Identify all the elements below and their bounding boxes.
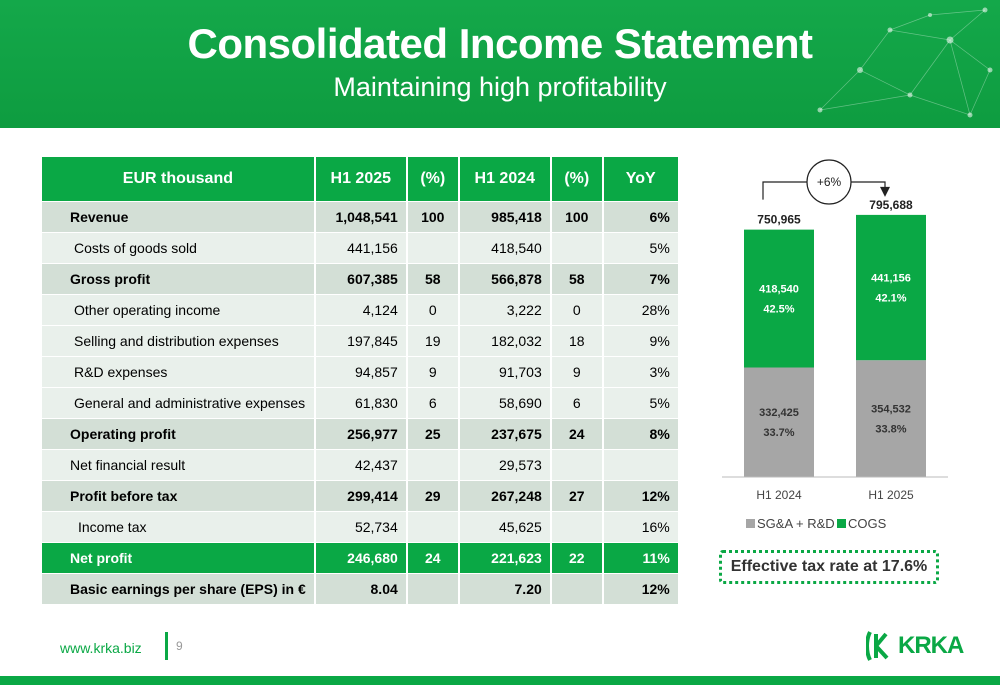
bar-segment [744,230,814,368]
cell-h1-2025: 52,734 [316,512,406,542]
page-number: 9 [176,639,183,653]
cell-pct-2024 [552,512,602,542]
cell-h1-2025: 61,830 [316,388,406,418]
effective-tax-note: Effective tax rate at 17.6% [719,550,939,584]
table-row [42,264,678,294]
header-banner [0,0,1000,128]
cell-pct-2024 [552,233,602,263]
cell-yoy: 7% [604,264,678,294]
cell-yoy: 3% [604,357,678,387]
krka-logo [866,628,966,664]
cell-pct-2024: 22 [552,543,602,573]
column-header-label: EUR thousand [42,157,314,201]
cell-pct-2024: 6 [552,388,602,418]
cell-pct-2025: 0 [408,295,458,325]
income-statement-table [40,156,680,605]
table-row [42,295,678,325]
cell-h1-2025: 8.04 [316,574,406,604]
cell-h1-2024: 29,573 [460,450,550,480]
table-row [42,450,678,480]
bottom-accent-bar [0,676,1000,685]
cell-h1-2025: 441,156 [316,233,406,263]
cell-yoy: 12% [604,574,678,604]
cell-h1-2025: 607,385 [316,264,406,294]
cell-pct-2024: 9 [552,357,602,387]
row-label: Profit before tax [42,481,314,511]
cell-pct-2024: 0 [552,295,602,325]
cell-yoy: 5% [604,388,678,418]
segment-share-label: 42.5% [763,303,795,316]
cell-yoy: 28% [604,295,678,325]
table-row [42,202,678,232]
bar-total-label: 795,688 [869,197,913,212]
bar-segment [744,367,814,477]
column-header-pct-2024: (%) [552,157,602,201]
cell-h1-2025: 94,857 [316,357,406,387]
cell-pct-2025: 9 [408,357,458,387]
table-row [42,481,678,511]
row-label: Selling and distribution expenses [42,326,314,356]
table-row [42,357,678,387]
bar-segment [856,360,926,477]
footer-divider [165,632,168,660]
cell-h1-2024: 237,675 [460,419,550,449]
table-row [42,574,678,604]
row-label: R&D expenses [42,357,314,387]
table-row [42,388,678,418]
cell-pct-2024 [552,574,602,604]
row-label: Operating profit [42,419,314,449]
cell-h1-2025: 4,124 [316,295,406,325]
cell-pct-2025 [408,512,458,542]
row-label: Costs of goods sold [42,233,314,263]
page-subtitle: Maintaining high profitability [333,72,667,102]
segment-value-label: 441,156 [871,272,911,285]
cell-pct-2025: 19 [408,326,458,356]
legend-label-cogs: COGS [848,516,887,531]
table-header-row [42,157,678,201]
legend-swatch-cogs [837,519,846,528]
x-tick-label: H1 2025 [868,488,914,502]
cell-pct-2024: 18 [552,326,602,356]
cell-h1-2024: 58,690 [460,388,550,418]
table-row [42,326,678,356]
footer-website-link[interactable]: www.krka.biz [60,640,142,656]
segment-value-label: 418,540 [759,283,799,296]
cell-pct-2025: 58 [408,264,458,294]
column-header-h1-2025: H1 2025 [316,157,406,201]
cell-h1-2024: 267,248 [460,481,550,511]
legend-swatch-sga [746,519,755,528]
growth-label: +6% [816,175,842,189]
cell-yoy: 8% [604,419,678,449]
cell-pct-2024: 27 [552,481,602,511]
cell-h1-2025: 299,414 [316,481,406,511]
cell-h1-2025: 256,977 [316,419,406,449]
cell-yoy [604,450,678,480]
cell-h1-2024: 7.20 [460,574,550,604]
cell-h1-2024: 182,032 [460,326,550,356]
cell-pct-2025 [408,574,458,604]
cell-h1-2024: 91,703 [460,357,550,387]
column-header-yoy: YoY [604,157,678,201]
cell-pct-2025: 25 [408,419,458,449]
cell-pct-2025: 29 [408,481,458,511]
segment-value-label: 354,532 [871,403,911,416]
row-label: General and administrative expenses [42,388,314,418]
row-label: Other operating income [42,295,314,325]
cell-pct-2024: 24 [552,419,602,449]
page-title: Consolidated Income Statement [187,20,813,67]
row-label: Revenue [42,202,314,232]
arrow-head-icon [880,187,890,197]
row-label: Net financial result [42,450,314,480]
cell-yoy: 5% [604,233,678,263]
bar-segment [856,215,926,360]
segment-share-label: 42.1% [875,292,907,305]
table-row [42,543,678,573]
cell-h1-2025: 197,845 [316,326,406,356]
cell-pct-2025: 24 [408,543,458,573]
x-tick-label: H1 2024 [756,488,802,502]
cell-h1-2025: 246,680 [316,543,406,573]
cell-pct-2024: 100 [552,202,602,232]
table-row [42,512,678,542]
column-header-pct-2025: (%) [408,157,458,201]
segment-share-label: 33.8% [875,423,907,436]
table-row [42,419,678,449]
segment-value-label: 332,425 [759,407,799,420]
cell-pct-2024: 58 [552,264,602,294]
cell-pct-2025: 6 [408,388,458,418]
cell-pct-2025 [408,450,458,480]
cost-structure-chart [700,150,1000,550]
cell-yoy: 9% [604,326,678,356]
table-row [42,233,678,263]
cell-h1-2024: 566,878 [460,264,550,294]
cell-pct-2025: 100 [408,202,458,232]
logo-text: KRKA [898,632,964,659]
cell-h1-2024: 45,625 [460,512,550,542]
cell-pct-2025 [408,233,458,263]
cell-h1-2024: 221,623 [460,543,550,573]
cell-h1-2024: 985,418 [460,202,550,232]
table-body [42,202,678,604]
bar-total-label: 750,965 [757,212,801,227]
row-label: Basic earnings per share (EPS) in € [42,574,314,604]
row-label: Gross profit [42,264,314,294]
column-header-h1-2024: H1 2024 [460,157,550,201]
cell-yoy: 12% [604,481,678,511]
cell-h1-2024: 3,222 [460,295,550,325]
cell-yoy: 11% [604,543,678,573]
krka-logo-icon [866,630,894,662]
cell-h1-2024: 418,540 [460,233,550,263]
cell-yoy: 16% [604,512,678,542]
cell-yoy: 6% [604,202,678,232]
row-label: Net profit [42,543,314,573]
cell-h1-2025: 1,048,541 [316,202,406,232]
cell-pct-2024 [552,450,602,480]
legend-label-sga: SG&A + R&D [757,516,835,531]
row-label: Income tax [42,512,314,542]
cell-h1-2025: 42,437 [316,450,406,480]
segment-share-label: 33.7% [763,427,795,440]
